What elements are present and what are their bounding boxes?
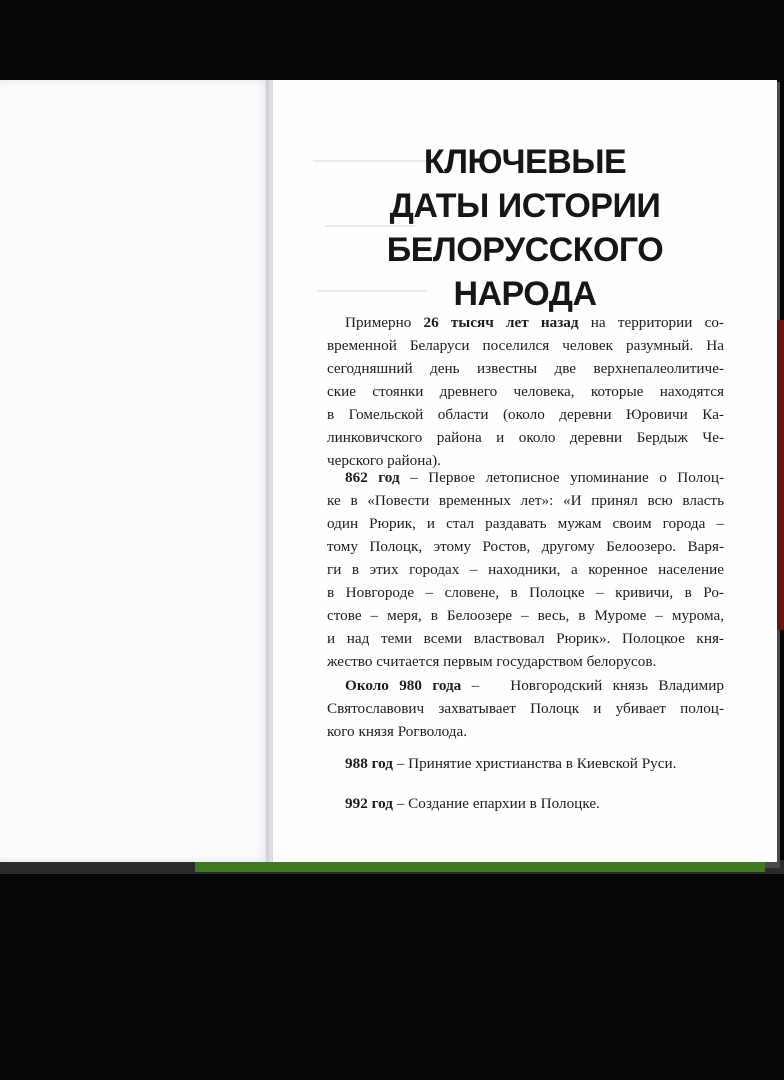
entry-paleolithic (327, 311, 724, 472)
text-line: Святославович захватывает Полоцк и убивает полоц- (327, 700, 724, 717)
text-line: кого князя Рогволода. (327, 723, 468, 740)
text-line: линковичского района и около деревни Бердыж Че- (327, 429, 724, 446)
text-run: на территории со- (578, 314, 724, 331)
text-line: жество считается первым государством белорусов. (327, 653, 657, 670)
text-line: временной Беларуси поселился человек разумный. На (327, 337, 724, 354)
date-label: 26 тысяч лет назад (423, 314, 579, 331)
text-line: ке в «Повести временных лет»: «И принял всю власть (327, 492, 724, 509)
title-line: ДАТЫ ИСТОРИИ (389, 187, 661, 225)
text-line (327, 752, 724, 775)
date-label: 862 год (345, 469, 400, 486)
text-line: один Рюрик, и стал раздавать мужам своим города – (327, 515, 724, 532)
text-line: ги в этих городах – находники, а коренное население (327, 561, 724, 578)
entry-992 (327, 792, 724, 815)
text-run: – Первое летописное упоминание о Полоц- (399, 469, 725, 486)
page-title (273, 140, 777, 316)
text-line: ские стоянки древнего человека, которые находятся (327, 383, 724, 400)
text-run: Примерно (345, 314, 424, 331)
text-run: – Создание епархии в Полоцке. (392, 795, 600, 812)
text-line: стове – меря, в Белоозере – весь, в Муроме – мурома, (327, 607, 724, 624)
text-line: и над теми всеми властвовал Рюрик». Полоцкое кня- (327, 630, 724, 647)
text-line: тому Полоцк, этому Ростов, другому Белоозеро. Варя- (327, 538, 724, 555)
title-line: НАРОДА (453, 275, 597, 313)
text-run: – Новгородский князь Владимир (461, 677, 724, 694)
text-line (327, 311, 724, 334)
text-line: в Гомельской области (около деревни Юровичи Ка- (327, 406, 724, 423)
right-page (272, 80, 777, 862)
entry-988 (327, 752, 724, 775)
entry-862 (327, 466, 724, 673)
title-line: КЛЮЧЕВЫЕ (423, 143, 627, 181)
date-label: 988 год (345, 755, 393, 772)
text-line (327, 792, 724, 815)
text-line: сегодняшний день известны две верхнепалеолитиче- (327, 360, 724, 377)
entry-980 (327, 674, 724, 743)
text-line: в Новгороде – словене, в Полоцке – кривичи, в Ро- (327, 584, 724, 601)
date-label: 992 год (345, 795, 393, 812)
text-run: – Принятие христианства в Киевской Руси. (392, 755, 677, 772)
text-line (327, 674, 724, 697)
left-blank-page (0, 80, 270, 862)
text-line (327, 466, 724, 489)
date-label: Около 980 года (345, 677, 462, 694)
title-line: БЕЛОРУССКОГО (386, 231, 664, 269)
book-cover-green-strip (195, 862, 765, 872)
text-line: черского района). (327, 452, 441, 469)
